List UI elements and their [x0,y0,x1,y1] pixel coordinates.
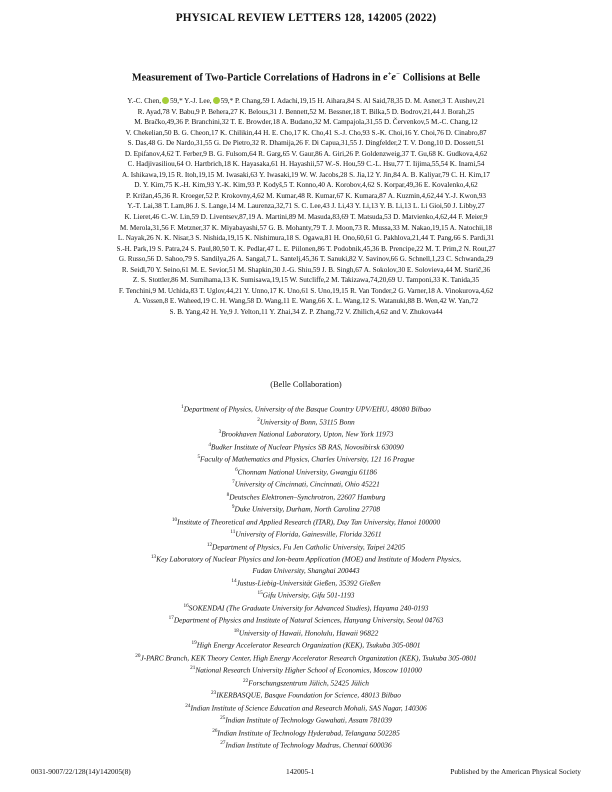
affiliation-number: 11 [230,529,236,536]
affiliation-text: Chonnam National University, Gwangju 61186 [237,467,377,477]
affiliation-text: Forschungszentrum Jülich, 52425 Jülich [248,678,369,688]
author-line: Z. S. Stottler,86 M. Sumihama,13 K. Sumisawa,19,15 W. Sutcliffe,2 M. Takizawa,74,20,69 U. Tamponi,33 K. Tanida,35 [132,276,480,285]
author-line: V. Chekelian,50 B. G. Cheon,17 K. Chilikin,44 H. E. Cho,17 K. Cho,41 S.-J. Cho,93 S.-K. Choi,16 Y. Choi,76 D. Cinabro,87 [125,128,487,137]
affiliation-text: Budker Institute of Nuclear Physics SB RAS, Novosibirsk 630090 [210,442,404,452]
affiliation-number: 14 [231,577,237,584]
affiliation-text: Faculty of Mathematics and Physics, Charles University, 121 16 Prague [200,454,415,464]
affiliation [54,588,558,601]
paper-title [0,71,612,83]
affiliation-number: 1 [181,404,184,410]
affiliation-number: 8 [226,491,230,498]
affiliation [54,601,558,614]
publisher-note: Published by the American Physical Society [450,767,581,776]
affiliation [54,688,558,701]
affiliation-text: University of Hawaii, Honolulu, Hawaii 96822 [238,628,379,638]
author-list [38,96,574,317]
affiliation-text: IKERBASQUE, Basque Foundation for Science, 48013 Bilbao [216,690,401,700]
author-line: S. B. Yang,42 H. Ye,9 J. Yelton,11 Y. Zhai,34 Z. P. Zhang,72 V. Zhilich,4,62 and V. Zhukova44 [169,307,443,316]
journal-header: PHYSICAL REVIEW LETTERS 128, 142005 (2022) [175,12,437,24]
affiliation-text: Department of Physics, University of the Basque Country UPV/EHU, 48080 Bilbao [183,404,431,414]
title-e-minus: e− [391,71,400,84]
affiliation [54,676,558,689]
affiliation-text: Brookhaven National Laboratory, Upton, New York 11973 [221,429,394,439]
affiliation-text: J-PARC Branch, KEK Theory Center, High Energy Accelerator Research Organization (KEK), Tsukuba 305-0801 [140,653,477,663]
author-line: R. Ayad,78 V. Babu,9 P. Behera,27 K. Belous,31 J. Bennett,52 M. Bessner,18 T. Bilka,5 D. Bodrov,21,44 J. Borah,25 [137,107,475,116]
affiliation-number: 25 [220,715,226,722]
affiliation-text: Department of Physics and Institute of Natural Sciences, Hanyang University, Seoul 04763 [173,615,444,625]
affiliation [54,565,558,576]
affiliation-text: Justus-Liebig-Universität Gießen, 35392 Gießen [236,578,381,588]
affiliation-text: University of Florida, Gainesville, Florida 32611 [235,529,382,539]
author-line: G. Russo,56 D. Sahoo,79 S. Sandilya,26 A. Sangal,7 L. Santelj,45,36 T. Sanuki,82 V. Savinov,66 G. Schnell,1,23 C. Schwanda,29 [118,255,494,264]
affiliation-number: 24 [185,702,191,709]
affiliation-number: 7 [232,479,235,486]
orcid-icon[interactable] [162,97,169,104]
author-line: R. Seidl,70 Y. Seino,61 M. E. Sevior,51 M. Shapkin,30 J.-G. Shiu,59 J. B. Singh,67 A. Sokolov,30 E. Solovieva,44 M. Starič,36 [121,265,491,274]
affiliation-number: 27 [220,740,226,747]
page-footer [0,767,612,779]
affiliation-number: 19 [191,640,197,647]
affiliation-number: 2 [257,416,260,423]
affiliation [54,626,558,639]
affiliation [54,402,558,415]
affiliation-text: Department of Physics, Fu Jen Catholic University, Taipei 24205 [212,542,406,552]
affiliation [54,477,558,490]
affiliation [54,701,558,714]
affiliation-text: Fudan University, Shanghai 200443 [252,565,360,575]
affiliation [54,427,558,440]
affiliation [54,651,558,664]
affiliation-number: 17 [168,615,174,622]
affiliation [54,515,558,528]
affiliation-text: Gifu University, Gifu 501-1193 [262,590,355,600]
affiliation-list [54,402,558,751]
affiliation [54,465,558,478]
page-number: 142005-1 [286,767,315,776]
author-line: D. Epifanov,4,62 T. Ferber,9 B. G. Fulsom,64 R. Garg,65 V. Gaur,86 A. Giri,26 P. Goldenzweig,37 T. Gu,68 K. Gudkova,4,62 [124,149,488,158]
affiliation-number: 15 [257,590,263,597]
affiliation [54,415,558,428]
affiliation [54,452,558,465]
affiliation-text: University of Cincinnati, Cincinnati, Ohio 45221 [234,479,380,489]
title-prefix: Measurement of Two-Particle Correlations of Hadrons in [132,72,384,84]
author-line: S.-H. Park,19 S. Patra,24 S. Paul,80,50 T. K. Pedlar,47 L. E. Piilonen,86 T. Podobnik,45,36 B. Prencipe,22 M. T. Prim,2 N. Rout,27 [116,244,496,253]
affiliation-text: Indian Institute of Technology Guwahati, Assam 781039 [225,715,392,725]
affiliation [54,527,558,540]
author-line: C. Hadjivasiliou,64 O. Hartbrich,18 K. Hayasaka,61 H. Hayashii,57 W.-S. Hou,59 C.-L. Hsu,77 T. Iijima,55,54 K. Inami,54 [127,160,485,169]
affiliation [54,490,558,503]
author-line: Y.-C. Chen, 59,* Y.-J. Lee, 59,* P. Chang,59 I. Adachi,19,15 H. Aihara,84 S. Al Said,78,35 D. M. Asner,3 T. Aushev,21 [127,97,485,105]
footer-identifier: 0031-9007/22/128(14)/142005(8) [31,767,131,776]
author-line: M. Merola,31,56 F. Metzner,37 K. Miyabayashi,57 G. B. Mohanty,79 T. J. Moon,73 R. Mussa,33 M. Nakao,19,15 A. Natochii,18 [119,223,493,232]
affiliation [54,613,558,626]
affiliation-text: Indian Institute of Technology Hyderabad, Telangana 502285 [217,728,400,738]
affiliation-number: 18 [233,627,239,634]
author-line: S. Das,48 G. De Nardo,31,55 G. De Pietro,32 R. Dhamija,26 F. Di Capua,31,55 J. Dingfelder,2 T. V. Dong,10 D. Dossett,51 [127,139,485,148]
affiliation [54,502,558,515]
affiliation-number: 26 [212,727,218,734]
affiliation-number: 9 [231,504,235,511]
affiliation [54,713,558,726]
affiliation-number: 20 [135,652,141,659]
affiliation-number: 22 [243,677,249,684]
affiliation-number: 13 [150,554,157,561]
affiliation-text: Indian Institute of Science Education and Research Mohali, SAS Nagar, 140306 [190,703,427,713]
affiliation-number: 6 [235,466,238,473]
affiliation-number: 3 [218,429,222,436]
affiliation [54,638,558,651]
author-line: A. Vossen,8 E. Waheed,19 C. H. Wang,58 D. Wang,11 E. Wang,66 X. L. Wang,12 S. Watanuki,88 B. Wen,42 W. Yan,72 [133,297,479,306]
author-line: K. Lieret,46 C.-W. Lin,59 D. Liventsev,87,19 A. Martini,89 M. Masuda,83,69 T. Matsuda,53 D. Matvienko,4,62,44 F. Meier,9 [124,213,488,222]
affiliation-text: National Research University Higher School of Economics, Moscow 101000 [195,665,422,675]
author-line: A. Ishikawa,19,15 R. Itoh,19,15 M. Iwasaki,63 Y. Iwasaki,19 W. W. Jacobs,28 S. Jia,12 Y. Jin,84 A. B. Kaliyar,79 C. H. Kim,17 [121,170,491,179]
affiliation-text: University of Bonn, 53115 Bonn [259,416,355,426]
title-e-plus: e+ [383,71,392,84]
author-line: F. Tenchini,9 M. Uchida,83 T. Uglov,44,21 Y. Unno,17 K. Uno,61 S. Uno,19,15 R. Van Tonder,2 G. Varner,18 A. Vinokurova,4,62 [118,286,494,295]
affiliation-text: Institute of Theoretical and Applied Research (ITAR), Duy Tan University, Hanoi 100000 [177,517,441,527]
affiliation-number: 4 [208,441,211,448]
affiliation-number: 23 [211,690,217,697]
author-line: D. Y. Kim,75 K.-H. Kim,93 Y.-K. Kim,93 P. Kodyš,5 T. Konno,40 A. Korobov,4,62 S. Korpar,49,36 E. Kovalenko,4,62 [134,181,478,190]
affiliation-number: 12 [206,541,213,548]
affiliation-text: SOKENDAI (The Graduate University for Advanced Studies), Hayama 240-0193 [188,603,429,613]
collaboration: (Belle Collaboration) [270,380,342,389]
affiliation-number: 5 [197,454,201,461]
affiliation-text: Indian Institute of Technology Madras, Chennai 600036 [225,740,392,750]
affiliation-number: 16 [183,602,189,609]
affiliation [54,576,558,589]
affiliation [54,663,558,676]
author-line: M. Bračko,49,36 P. Branchini,32 T. E. Browder,18 A. Budano,32 M. Campajola,31,55 D. Červenkov,5 M.-C. Chang,12 [134,118,478,127]
affiliation-text: High Energy Accelerator Research Organization (KEK), Tsukuba 305-0801 [196,640,421,650]
affiliation-number: 10 [171,516,178,523]
author-line: P. Križan,45,36 R. Kroeger,52 P. Krokovny,4,62 M. Kumar,48 R. Kumar,67 K. Kumara,87 A. Kuzmin,4,62,44 Y.-J. Kwon,93 [125,191,486,200]
affiliation [54,540,558,553]
affiliation [54,552,558,565]
affiliation-text: Duke University, Durham, North Carolina 27708 [234,504,381,514]
affiliation-text: Deutsches Elektronen–Synchrotron, 22607 Hamburg [229,492,386,502]
affiliation-number: 21 [190,665,196,672]
author-line: Y.-T. Lai,38 T. Lam,86 J. S. Lange,14 M. Laurenza,32,71 S. C. Lee,43 J. Li,43 Y. Li,13 Y. B. Li,13 L. Li Gioi,50 J. Libby,27 [127,202,485,211]
author-line: L. Nayak,26 N. K. Nisar,3 S. Nishida,19,15 K. Nishimura,18 S. Ogawa,81 H. Ono,60,61 G. Pakhlova,21,44 T. Pang,66 S. Pardi,31 [117,234,495,243]
affiliation [54,738,558,751]
affiliation-text: Key Laboratory of Nuclear Physics and Ion-beam Application (MOE) and Institute of Modern Physics, [156,554,462,564]
orcid-icon[interactable] [213,97,220,104]
title-suffix: Collisions at Belle [399,72,480,84]
affiliation [54,726,558,739]
affiliation [54,440,558,453]
